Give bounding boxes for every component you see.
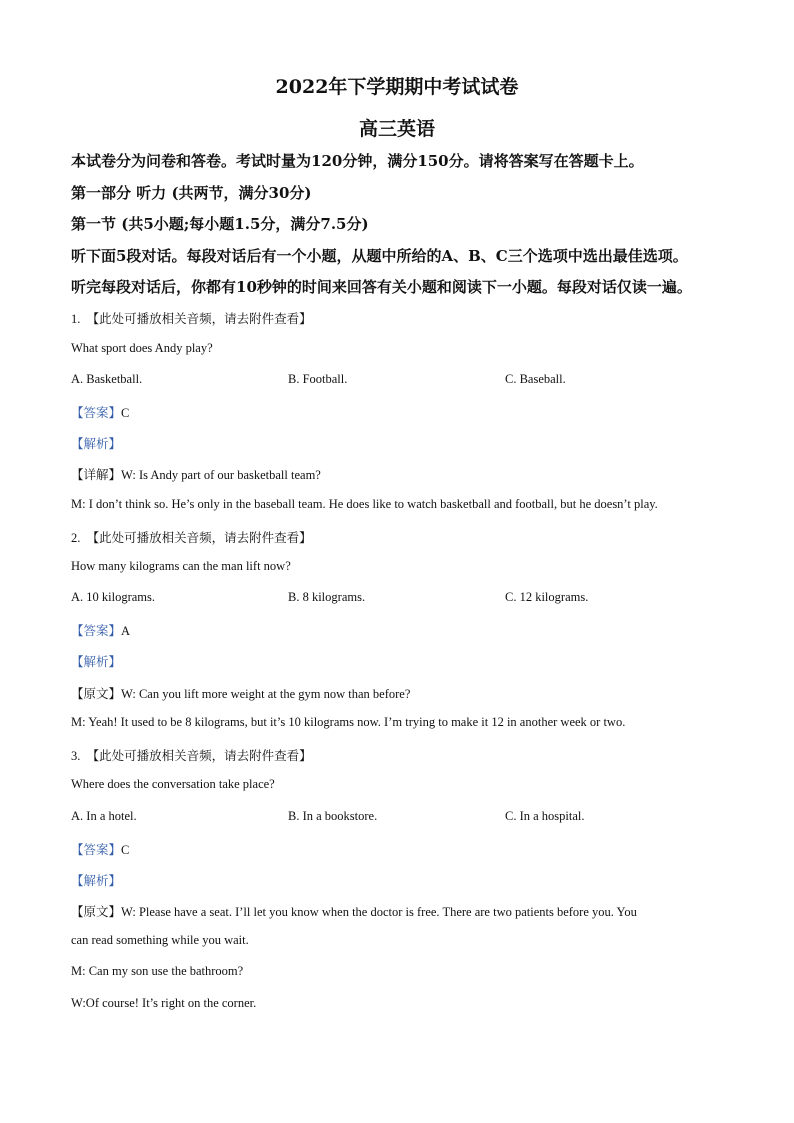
q3-option-c: C. In a hospital. bbox=[505, 809, 585, 823]
exam-title: 2022年下学期期中考试试卷 bbox=[275, 76, 519, 98]
q3-transcript-4: W:Of course! It’s right on the corner. bbox=[71, 996, 257, 1010]
audio-note[interactable]: 【此处可播放相关音频，请去附件查看】 bbox=[86, 531, 312, 545]
q3-analysis-label: 【解析】 bbox=[71, 874, 122, 888]
section-heading: 第一节 (共5小题;每小题1.5分，满分7.5分) bbox=[71, 215, 369, 233]
answer-value: C bbox=[121, 406, 130, 420]
question-1-header bbox=[71, 309, 312, 327]
answer-label: 【答案】 bbox=[71, 624, 122, 638]
question-3-text: Where does the conversation take place? bbox=[71, 777, 275, 791]
question-number: 2. bbox=[71, 531, 81, 545]
audio-note[interactable]: 【此处可播放相关音频，请去附件查看】 bbox=[86, 312, 312, 326]
q2-transcript-1 bbox=[71, 684, 410, 702]
question-number: 3. bbox=[71, 749, 81, 763]
q3-answer bbox=[71, 840, 129, 858]
q1-transcript-1 bbox=[71, 465, 321, 483]
part-heading: 第一部分 听力 (共两节，满分30分) bbox=[71, 184, 312, 202]
exam-subject: 高三英语 bbox=[358, 118, 435, 140]
transcript-text: W: Please have a seat. I’ll let you know when the doctor is free. There are two patients before you. You bbox=[121, 905, 637, 919]
transcript-text: W: Is Andy part of our basketball team? bbox=[121, 468, 321, 482]
q1-option-a: A. Basketball. bbox=[71, 372, 143, 386]
q1-transcript-2: M: I don’t think so. He’s only in the baseball team. He does like to watch basketball and football, but he doesn’t play. bbox=[71, 497, 658, 511]
q3-transcript-1 bbox=[71, 902, 637, 920]
q3-option-b: B. In a bookstore. bbox=[288, 809, 378, 823]
detail-label: 【原文】 bbox=[71, 905, 122, 919]
q2-option-a: A. 10 kilograms. bbox=[71, 590, 156, 604]
detail-label: 【原文】 bbox=[71, 687, 122, 701]
question-2-text: How many kilograms can the man lift now? bbox=[71, 559, 291, 573]
q3-transcript-3: M: Can my son use the bathroom? bbox=[71, 964, 244, 978]
question-number: 1. bbox=[71, 312, 81, 326]
detail-label: 【详解】 bbox=[71, 468, 122, 482]
directions-line-1: 听下面5段对话。每段对话后有一个小题，从题中所给的A、B、C三个选项中选出最佳选项。 bbox=[71, 247, 688, 265]
answer-value: C bbox=[121, 843, 130, 857]
q2-analysis-label: 【解析】 bbox=[71, 655, 122, 669]
q2-option-c: C. 12 kilograms. bbox=[505, 590, 589, 604]
q1-analysis-label: 【解析】 bbox=[71, 437, 122, 451]
q1-option-b: B. Football. bbox=[288, 372, 348, 386]
transcript-text: W: Can you lift more weight at the gym now than before? bbox=[121, 687, 411, 701]
q2-transcript-2: M: Yeah! It used to be 8 kilograms, but it’s 10 kilograms now. I’m trying to make it 12 in another week or two. bbox=[71, 715, 626, 729]
answer-label: 【答案】 bbox=[71, 843, 122, 857]
q3-transcript-2: can read something while you wait. bbox=[71, 933, 249, 947]
question-3-header bbox=[71, 746, 312, 764]
q3-option-a: A. In a hotel. bbox=[71, 809, 137, 823]
question-1-text: What sport does Andy play? bbox=[71, 341, 213, 355]
answer-value: A bbox=[121, 624, 131, 638]
answer-label: 【答案】 bbox=[71, 406, 122, 420]
q1-option-c: C. Baseball. bbox=[505, 372, 566, 386]
exam-instructions: 本试卷分为问卷和答卷。考试时量为120分钟，满分150分。请将答案写在答题卡上。 bbox=[71, 152, 644, 170]
q1-answer bbox=[71, 403, 129, 421]
q2-answer bbox=[71, 621, 130, 639]
q2-option-b: B. 8 kilograms. bbox=[288, 590, 366, 604]
audio-note[interactable]: 【此处可播放相关音频，请去附件查看】 bbox=[86, 749, 312, 763]
question-2-header bbox=[71, 528, 312, 546]
directions-line-2: 听完每段对话后，你都有10秒钟的时间来回答有关小题和阅读下一小题。每段对话仅读一遍。 bbox=[71, 278, 692, 296]
